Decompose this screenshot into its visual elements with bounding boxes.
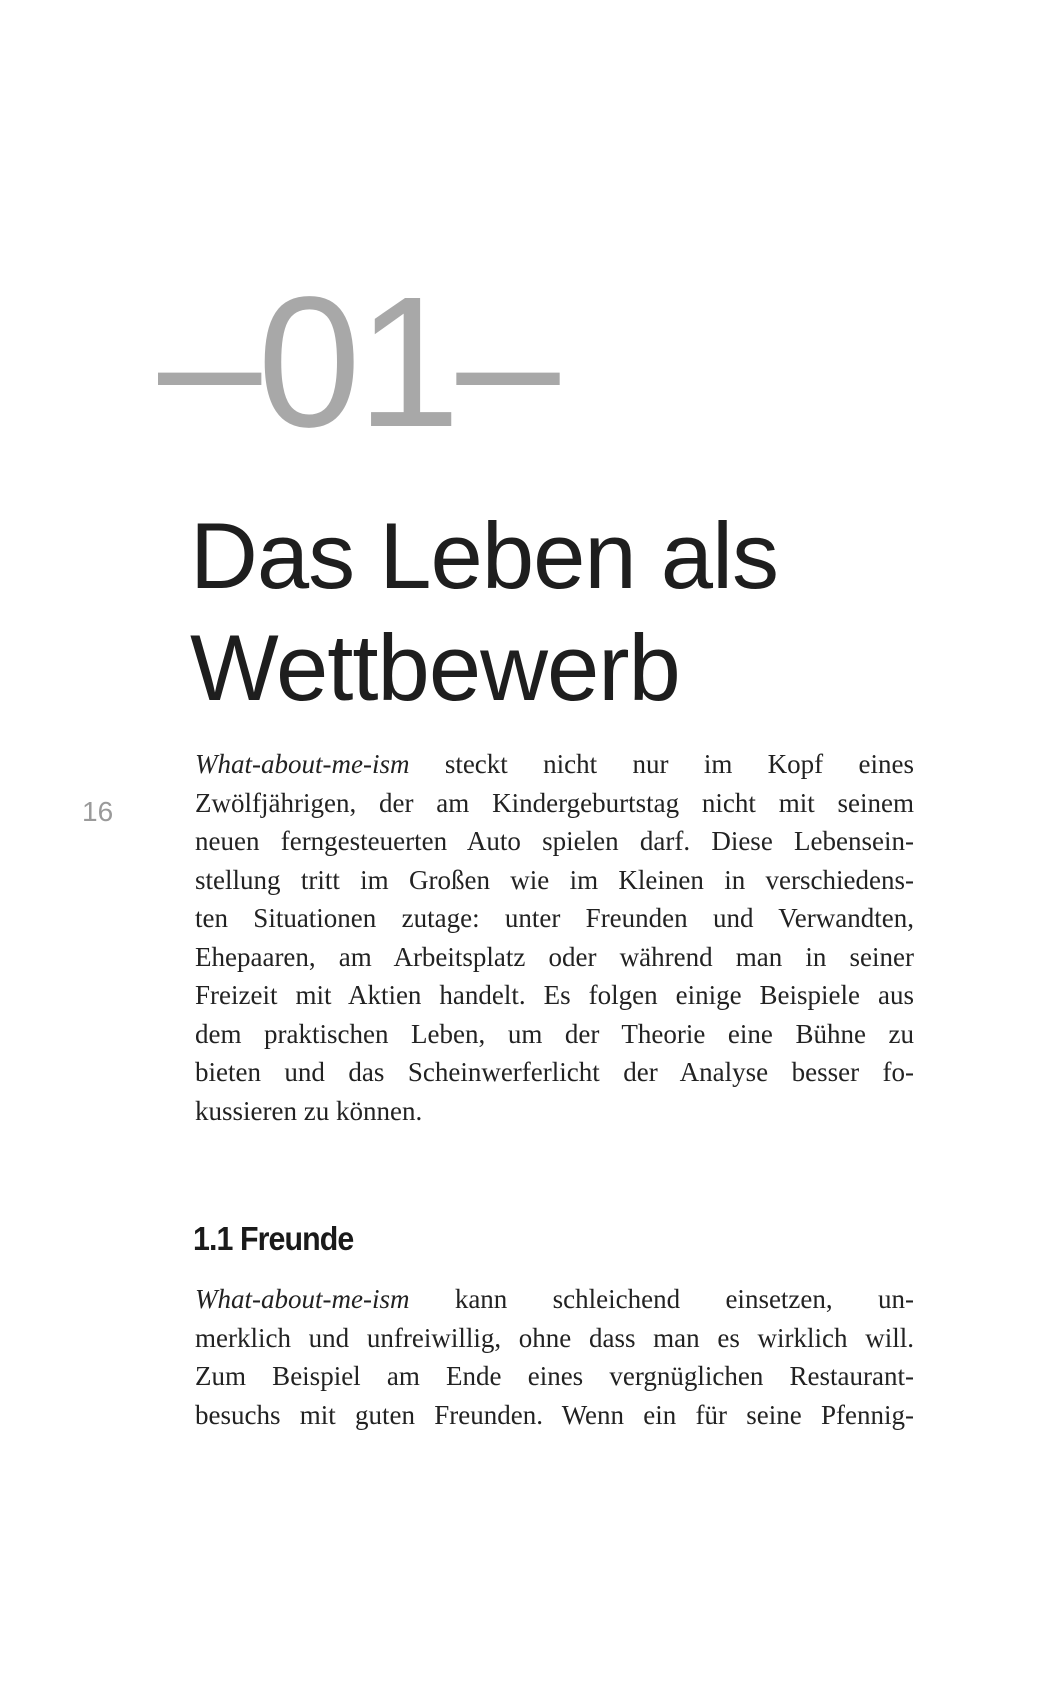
text-line: Zwölfjährigen, der am Kindergeburtstag nicht mit seinem bbox=[195, 787, 914, 818]
text-line bbox=[195, 745, 914, 784]
text-line: dem praktischen Leben, um der Theorie eine Bühne zu bbox=[195, 1018, 914, 1049]
emphasis: What-about-me-ism bbox=[195, 1284, 410, 1314]
text-line: neuen ferngesteuerten Auto spielen darf. Diese Lebensein- bbox=[195, 826, 914, 856]
text-line: Zum Beispiel am Ende eines vergnüglichen Restaurant- bbox=[195, 1361, 914, 1391]
text-line: bieten und das Scheinwerferlicht der Analyse besser fo- bbox=[195, 1057, 914, 1087]
text-line: stellung tritt im Großen wie im Kleinen in verschiedens- bbox=[195, 864, 914, 895]
text-line: kussieren zu können. bbox=[195, 1095, 423, 1126]
text-line: ten Situationen zutage: unter Freunden und Verwandten, bbox=[195, 903, 914, 933]
text-line: Ehepaaren, am Arbeitsplatz oder während man in seiner bbox=[195, 941, 914, 972]
chapter-title-line: Wettbewerb bbox=[190, 615, 680, 720]
chapter-title bbox=[190, 500, 778, 724]
text-line: merklich und unfreiwillig, ohne dass man es wirklich will. bbox=[195, 1322, 914, 1353]
chapter-number: –01– bbox=[158, 259, 556, 466]
text-line bbox=[195, 1280, 914, 1319]
chapter-title-line: Das Leben als bbox=[190, 503, 778, 608]
page-number: 16 bbox=[82, 796, 114, 827]
section-heading: 1.1 Freunde bbox=[193, 1220, 354, 1257]
text: steckt nicht nur im Kopf eines bbox=[409, 749, 914, 779]
text-line: Freizeit mit Aktien handelt. Es folgen einige Beispiele aus bbox=[195, 980, 914, 1010]
intro-paragraph bbox=[195, 745, 914, 1130]
text-line: besuchs mit guten Freunden. Wenn ein für seine Pfennig- bbox=[195, 1399, 914, 1430]
text: kann schleichend einsetzen, un- bbox=[409, 1284, 914, 1314]
section-paragraph bbox=[195, 1280, 914, 1434]
emphasis: What-about-me-ism bbox=[195, 749, 410, 779]
